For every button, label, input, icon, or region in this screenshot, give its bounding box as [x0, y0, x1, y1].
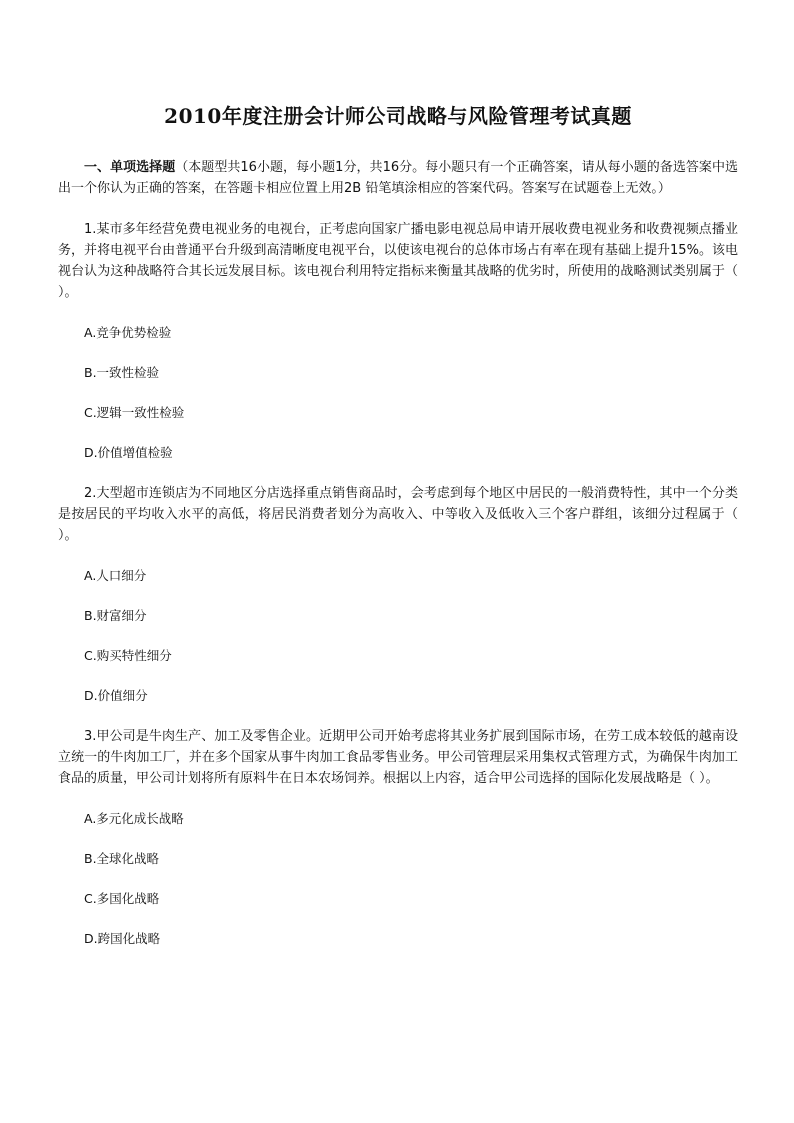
option-d: D.价值细分 [84, 688, 148, 703]
question-stem: 2.大型超市连锁店为不同地区分店选择重点销售商品时，会考虑到每个地区中居民的一般消费特性，其中一个分类是按居民的平均收入水平的高低，将居民消费者划分为高收入、中等收入及低收入三个客户群组，该细分过程属于（ ）。 [58, 486, 738, 543]
question-1 [58, 219, 738, 463]
page-title: 2010年度注册会计师公司战略与风险管理考试真题 [164, 104, 632, 128]
option-b: B.一致性检验 [84, 365, 160, 380]
option-c: C.逻辑一致性检验 [84, 405, 185, 420]
option-a: A.竞争优势检验 [84, 325, 172, 340]
section-intro [58, 157, 738, 199]
section-instructions: （本题型共16小题，每小题1分，共16分。每小题只有一个正确答案，请从每小题的备选答案中选出一个你认为正确的答案，在答题卡相应位置上用2B 铅笔填涂相应的答案代码。答案写在试题卷上无效。） [58, 160, 738, 196]
question-stem: 3.甲公司是牛肉生产、加工及零售企业。近期甲公司开始考虑将其业务扩展到国际市场，在劳工成本较低的越南设立统一的牛肉加工厂，并在多个国家从事牛肉加工食品零售业务。甲公司管理层采用集权式管理方式，为确保牛肉加工食品的质量，甲公司计划将所有原料牛在日本农场饲养。根据以上内容，适合甲公司选择的国际化发展战略是（ ）。 [58, 729, 738, 786]
question-stem: 1.某市多年经营免费电视业务的电视台，正考虑向国家广播电影电视总局申请开展收费电视业务和收费视频点播业务，并将电视平台由普通平台升级到高清晰度电视平台，以使该电视台的总体市场占有率在现有基础上提升15%。该电视台认为这种战略符合其长远发展目标。该电视台利用特定指标来衡量其战略的优劣时，所使用的战略测试类别属于（ ）。 [58, 222, 738, 300]
option-b: B.全球化战略 [84, 851, 160, 866]
question-3 [58, 726, 738, 949]
option-d: D.价值增值检验 [84, 445, 173, 460]
option-c: C.购买特性细分 [84, 648, 172, 663]
question-2 [58, 483, 738, 706]
option-b: B.财富细分 [84, 608, 147, 623]
option-c: C.多国化战略 [84, 891, 160, 906]
section-heading: 一、单项选择题 [84, 160, 176, 175]
document-page [58, 100, 738, 969]
option-a: A.人口细分 [84, 568, 147, 583]
option-a: A.多元化成长战略 [84, 811, 184, 826]
option-d: D.跨国化战略 [84, 931, 161, 946]
